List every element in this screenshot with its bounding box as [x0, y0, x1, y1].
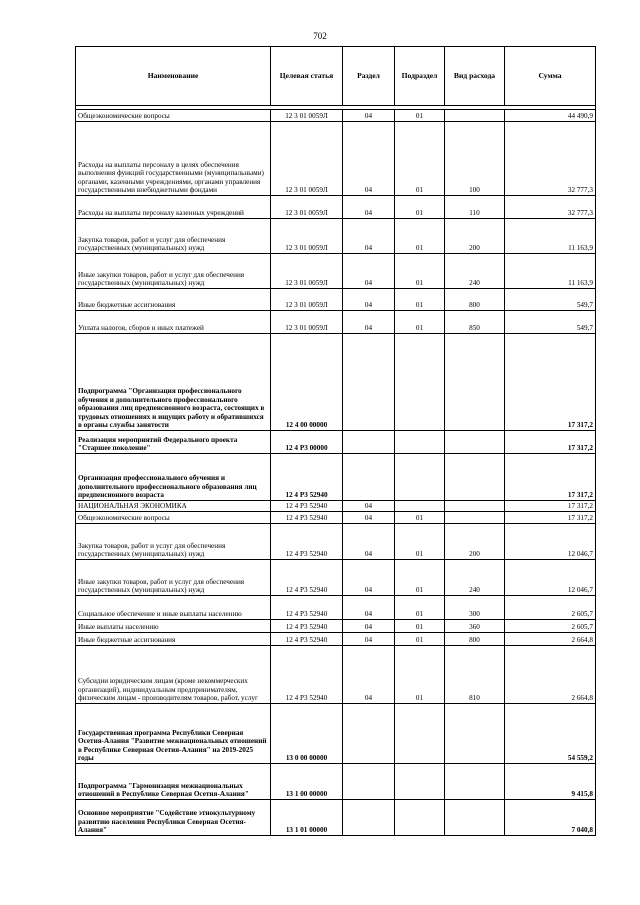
row-expense-type-cell: 800	[445, 633, 505, 646]
row-code-cell: 12 4 P3 52940	[271, 501, 343, 512]
table-row	[76, 254, 596, 289]
table-row	[76, 219, 596, 254]
table-row	[76, 620, 596, 633]
row-subsection-cell: 01	[395, 254, 445, 289]
row-subsection-cell: 01	[395, 219, 445, 254]
row-section-cell: 04	[343, 596, 395, 620]
row-subsection-cell: 01	[395, 560, 445, 596]
row-sum-cell: 11 163,9	[505, 254, 596, 289]
row-subsection-cell: 01	[395, 196, 445, 219]
row-code-cell: 12 4 P3 00000	[271, 431, 343, 454]
row-section-cell: 04	[343, 110, 395, 122]
row-section-cell: 04	[343, 524, 395, 560]
row-sum-cell: 12 046,7	[505, 524, 596, 560]
row-name-cell: Расходы на выплаты персоналу казенных учреждений	[76, 196, 271, 219]
row-expense-type-cell: 200	[445, 524, 505, 560]
row-expense-type-cell	[445, 334, 505, 431]
row-subsection-cell: 01	[395, 289, 445, 311]
row-name-cell: Основное мероприятие "Содействие этнокультурному развитию населения Республики Северная Осетия-Алания"	[76, 800, 271, 836]
table-row	[76, 110, 596, 122]
row-name-cell: Организация профессионального обучения и дополнительного профессионального образования лиц предпенсионного возраста	[76, 454, 271, 501]
row-expense-type-cell: 360	[445, 620, 505, 633]
row-code-cell: 12 4 P3 52940	[271, 620, 343, 633]
row-code-cell: 13 1 00 00000	[271, 764, 343, 800]
row-subsection-cell: 01	[395, 633, 445, 646]
table-row	[76, 122, 596, 196]
row-sum-cell: 549,7	[505, 289, 596, 311]
row-subsection-cell	[395, 454, 445, 501]
row-expense-type-cell: 850	[445, 311, 505, 334]
row-sum-cell: 9 415,8	[505, 764, 596, 800]
row-sum-cell: 2 605,7	[505, 596, 596, 620]
row-code-cell: 12 3 01 0059Л	[271, 254, 343, 289]
row-section-cell: 04	[343, 560, 395, 596]
row-code-cell: 12 3 01 0059Л	[271, 289, 343, 311]
row-name-cell: Реализация мероприятий Федерального проекта "Старшее поколение"	[76, 431, 271, 454]
row-section-cell: 04	[343, 289, 395, 311]
row-section-cell: 04	[343, 122, 395, 196]
row-expense-type-cell	[445, 704, 505, 764]
table-row	[76, 196, 596, 219]
table-row	[76, 311, 596, 334]
row-section-cell: 04	[343, 633, 395, 646]
header-sum: Сумма	[505, 47, 596, 106]
row-sum-cell: 11 163,9	[505, 219, 596, 254]
row-code-cell: 12 3 01 0059Л	[271, 311, 343, 334]
row-subsection-cell	[395, 764, 445, 800]
row-code-cell: 12 3 01 0059Л	[271, 219, 343, 254]
row-subsection-cell: 01	[395, 646, 445, 704]
row-name-cell: Субсидии юридическим лицам (кроме некоммерческих организаций), индивидуальным предпринимателям, физическим лицам - производителям товаров, работ, услуг	[76, 646, 271, 704]
row-sum-cell: 44 490,9	[505, 110, 596, 122]
row-expense-type-cell: 100	[445, 122, 505, 196]
row-section-cell: 04	[343, 196, 395, 219]
row-code-cell: 12 3 01 0059Л	[271, 196, 343, 219]
row-name-cell: Иные закупки товаров, работ и услуг для обеспечения государственных (муниципальных) нужд	[76, 560, 271, 596]
row-code-cell: 12 4 P3 52940	[271, 524, 343, 560]
row-subsection-cell: 01	[395, 596, 445, 620]
header-section: Раздел	[343, 47, 395, 106]
row-expense-type-cell: 200	[445, 219, 505, 254]
row-code-cell: 12 4 P3 52940	[271, 646, 343, 704]
row-sum-cell: 17 317,2	[505, 334, 596, 431]
row-expense-type-cell	[445, 512, 505, 524]
row-code-cell: 12 4 00 00000	[271, 334, 343, 431]
table-row	[76, 800, 596, 836]
row-sum-cell: 32 777,3	[505, 122, 596, 196]
row-code-cell: 12 4 P3 52940	[271, 633, 343, 646]
row-subsection-cell	[395, 704, 445, 764]
row-sum-cell: 54 559,2	[505, 704, 596, 764]
header-code: Целевая статья	[271, 47, 343, 106]
row-name-cell: НАЦИОНАЛЬНАЯ ЭКОНОМИКА	[76, 501, 271, 512]
row-name-cell: Подпрограмма "Организация профессионального обучения и дополнительного профессионального образования лиц предпенсионного возраста, состоящих в трудовых отношениях и ищущих работу и обратившихся в органы службы занятости	[76, 334, 271, 431]
header-name: Наименование	[76, 47, 271, 106]
table-row	[76, 454, 596, 501]
table-row	[76, 633, 596, 646]
row-expense-type-cell: 240	[445, 560, 505, 596]
row-expense-type-cell	[445, 800, 505, 836]
row-expense-type-cell	[445, 501, 505, 512]
row-section-cell	[343, 800, 395, 836]
table-row	[76, 289, 596, 311]
table-row	[76, 596, 596, 620]
row-subsection-cell: 01	[395, 110, 445, 122]
row-name-cell: Иные бюджетные ассигнования	[76, 289, 271, 311]
row-name-cell: Закупка товаров, работ и услуг для обеспечения государственных (муниципальных) нужд	[76, 524, 271, 560]
row-name-cell: Иные бюджетные ассигнования	[76, 633, 271, 646]
row-subsection-cell: 01	[395, 620, 445, 633]
row-sum-cell: 2 664,8	[505, 633, 596, 646]
row-subsection-cell: 01	[395, 512, 445, 524]
row-sum-cell: 2 664,8	[505, 646, 596, 704]
row-name-cell: Иные закупки товаров, работ и услуг для обеспечения государственных (муниципальных) нужд	[76, 254, 271, 289]
row-code-cell: 13 0 00 00000	[271, 704, 343, 764]
row-expense-type-cell	[445, 431, 505, 454]
row-expense-type-cell: 810	[445, 646, 505, 704]
row-sum-cell: 32 777,3	[505, 196, 596, 219]
row-name-cell: Государственная программа Республики Северная Осетия-Алания "Развитие межнациональных отношений в Республике Северная Осетия-Алания" на 2019-2025 годы	[76, 704, 271, 764]
row-subsection-cell	[395, 800, 445, 836]
table-row	[76, 560, 596, 596]
table-row	[76, 524, 596, 560]
row-name-cell: Подпрограмма "Гармонизация межнациональных отношений в Республике Северная Осетия-Алания"	[76, 764, 271, 800]
row-sum-cell: 7 040,8	[505, 800, 596, 836]
table-row	[76, 764, 596, 800]
row-name-cell: Социальное обеспечение и иные выплаты населению	[76, 596, 271, 620]
table-row	[76, 512, 596, 524]
row-code-cell: 13 1 01 00000	[271, 800, 343, 836]
row-section-cell: 04	[343, 219, 395, 254]
row-code-cell: 12 3 01 0059Л	[271, 110, 343, 122]
row-sum-cell: 2 605,7	[505, 620, 596, 633]
row-expense-type-cell: 240	[445, 254, 505, 289]
row-code-cell: 12 4 P3 52940	[271, 596, 343, 620]
row-expense-type-cell	[445, 110, 505, 122]
table-row	[76, 334, 596, 431]
row-sum-cell: 549,7	[505, 311, 596, 334]
row-name-cell: Закупка товаров, работ и услуг для обеспечения государственных (муниципальных) нужд	[76, 219, 271, 254]
row-code-cell: 12 4 P3 52940	[271, 512, 343, 524]
row-code-cell: 12 4 P3 52940	[271, 560, 343, 596]
row-expense-type-cell	[445, 764, 505, 800]
row-section-cell	[343, 764, 395, 800]
row-section-cell	[343, 454, 395, 501]
page-number: 702	[313, 31, 327, 41]
row-section-cell: 04	[343, 254, 395, 289]
row-subsection-cell	[395, 334, 445, 431]
row-subsection-cell: 01	[395, 524, 445, 560]
table-row	[76, 704, 596, 764]
row-name-cell: Уплата налогов, сборов и иных платежей	[76, 311, 271, 334]
row-section-cell: 04	[343, 620, 395, 633]
row-sum-cell: 17 317,2	[505, 431, 596, 454]
row-sum-cell: 17 317,2	[505, 454, 596, 501]
row-sum-cell: 17 317,2	[505, 501, 596, 512]
row-expense-type-cell: 300	[445, 596, 505, 620]
row-subsection-cell: 01	[395, 311, 445, 334]
header-subsection: Подраздел	[395, 47, 445, 106]
row-subsection-cell	[395, 501, 445, 512]
row-sum-cell: 12 046,7	[505, 560, 596, 596]
row-name-cell: Общеэкономические вопросы	[76, 110, 271, 122]
row-section-cell	[343, 704, 395, 764]
table-row	[76, 431, 596, 454]
table-row	[76, 501, 596, 512]
budget-table	[75, 46, 596, 836]
row-expense-type-cell: 800	[445, 289, 505, 311]
row-expense-type-cell: 110	[445, 196, 505, 219]
row-name-cell: Расходы на выплаты персоналу в целях обеспечения выполнения функций государственными (муниципальными) органами, казенными учреждениями, органами управления государственными внебюджетными фондами	[76, 122, 271, 196]
row-section-cell: 04	[343, 512, 395, 524]
row-name-cell: Иные выплаты населению	[76, 620, 271, 633]
row-section-cell	[343, 431, 395, 454]
row-section-cell: 04	[343, 311, 395, 334]
row-sum-cell: 17 317,2	[505, 512, 596, 524]
table-header-row	[76, 47, 596, 106]
row-expense-type-cell	[445, 454, 505, 501]
table-body	[76, 106, 596, 836]
row-subsection-cell: 01	[395, 122, 445, 196]
row-section-cell: 04	[343, 501, 395, 512]
row-name-cell: Общеэкономические вопросы	[76, 512, 271, 524]
row-subsection-cell	[395, 431, 445, 454]
row-section-cell	[343, 334, 395, 431]
header-expense-type: Вид расхода	[445, 47, 505, 106]
table-row	[76, 646, 596, 704]
row-code-cell: 12 3 01 0059Л	[271, 122, 343, 196]
row-section-cell: 04	[343, 646, 395, 704]
row-code-cell: 12 4 P3 52940	[271, 454, 343, 501]
